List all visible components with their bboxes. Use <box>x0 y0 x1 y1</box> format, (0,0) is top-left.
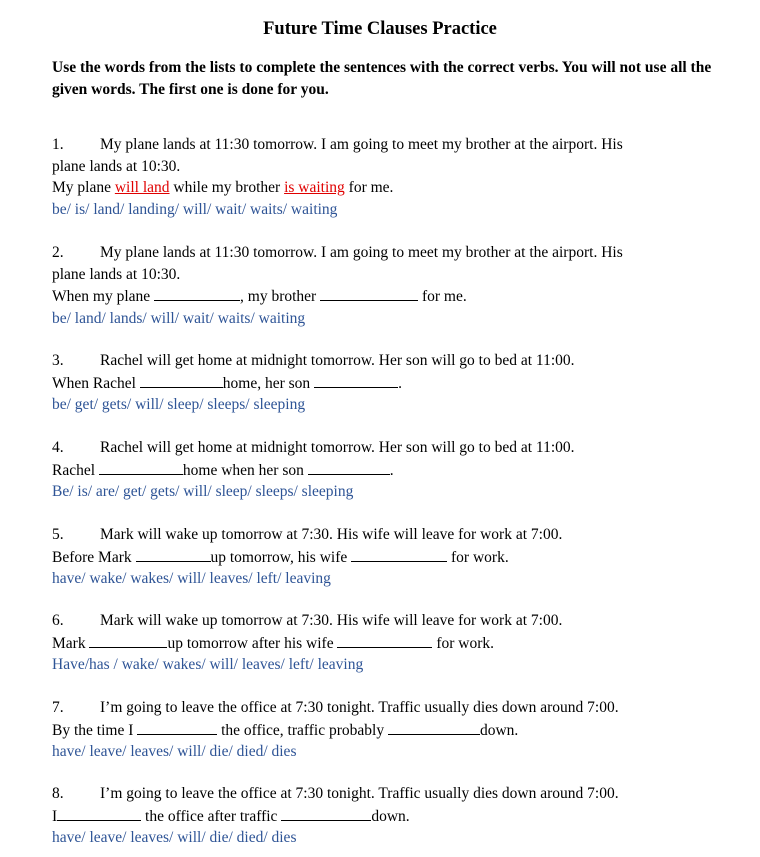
sentence-part: the office after traffic <box>141 807 282 825</box>
blank-1[interactable] <box>136 546 211 562</box>
context-line-1: I’m going to leave the office at 7:30 tonight. Traffic usually dies down around 7:00. <box>100 785 619 802</box>
blank-2[interactable] <box>314 372 398 388</box>
sentence <box>52 177 712 199</box>
blank-2[interactable] <box>388 719 480 735</box>
exercise-3 <box>52 350 712 416</box>
exercise-7 <box>52 697 712 763</box>
context-line-2: plane lands at 10:30. <box>52 265 181 283</box>
exercise-context <box>52 437 712 459</box>
sentence-part: Rachel <box>52 461 99 479</box>
answer-1: will land <box>114 179 170 197</box>
sentence-part: . <box>398 374 402 392</box>
blank-2[interactable] <box>351 546 447 562</box>
blank-1[interactable] <box>57 805 141 821</box>
sentence-part: up tomorrow after his wife <box>167 634 338 652</box>
exercise-number: 8. <box>52 785 64 802</box>
blank-1[interactable] <box>140 372 223 388</box>
exercise-number: 6. <box>52 612 64 629</box>
blank-2[interactable] <box>308 459 390 475</box>
exercise-1 <box>52 134 712 221</box>
sentence-part: By the time I <box>52 721 138 739</box>
context-line-2: plane lands at 10:30. <box>52 157 181 175</box>
sentence-part: My plane <box>52 179 115 197</box>
sentence-part: down. <box>479 721 519 739</box>
context-line-1: My plane lands at 11:30 tomorrow. I am going to meet my brother at the airport. His <box>100 136 623 153</box>
blank-2[interactable] <box>337 632 432 648</box>
exercise-number: 4. <box>52 439 64 456</box>
exercise-context <box>52 134 712 156</box>
sentence-part: Before Mark <box>52 548 136 566</box>
answer-2: is waiting <box>284 179 345 197</box>
exercise-number: 3. <box>52 352 64 369</box>
sentence-part: Mark <box>52 634 90 652</box>
sentence-part: home when her son <box>182 461 308 479</box>
sentence-part: When my plane <box>52 288 155 306</box>
exercise-5 <box>52 524 712 590</box>
exercise-context <box>52 242 712 264</box>
exercise-context <box>52 610 712 632</box>
sentence-part: , my brother <box>240 288 321 306</box>
exercise-number: 7. <box>52 699 64 716</box>
exercise-context <box>52 524 712 546</box>
sentence <box>52 719 712 742</box>
sentence-part: for work. <box>432 634 495 652</box>
word-list: Be/ is/ are/ get/ gets/ will/ sleep/ sleeps/ sleeping <box>52 483 354 501</box>
context-line-1: I’m going to leave the office at 7:30 tonight. Traffic usually dies down around 7:00. <box>100 699 619 716</box>
sentence <box>52 632 712 655</box>
sentence <box>52 459 712 482</box>
word-list: have/ leave/ leaves/ will/ die/ died/ dies <box>52 829 297 847</box>
sentence-part: for me. <box>418 288 467 306</box>
context-line-1: Mark will wake up tomorrow at 7:30. His wife will leave for work at 7:00. <box>100 526 563 543</box>
exercise-4 <box>52 437 712 503</box>
exercise-context <box>52 697 712 719</box>
sentence-part: while my brother <box>169 179 285 197</box>
word-list: be/ is/ land/ landing/ will/ wait/ waits/ waiting <box>52 201 338 219</box>
word-list: have/ wake/ wakes/ will/ leaves/ left/ leaving <box>52 570 331 588</box>
sentence <box>52 285 712 308</box>
context-line-1: My plane lands at 11:30 tomorrow. I am going to meet my brother at the airport. His <box>100 244 623 261</box>
sentence <box>52 372 712 395</box>
exercise-8 <box>52 783 712 849</box>
exercise-number: 2. <box>52 244 64 261</box>
sentence-part: I <box>52 807 58 825</box>
blank-2[interactable] <box>281 805 371 821</box>
sentence-part: home, her son <box>222 374 315 392</box>
exercise-2 <box>52 242 712 330</box>
context-line-1: Rachel will get home at midnight tomorrow. Her son will go to bed at 11:00. <box>100 352 575 369</box>
sentence-part: for work. <box>447 548 509 566</box>
blank-2[interactable] <box>320 285 418 301</box>
blank-1[interactable] <box>99 459 183 475</box>
sentence-part: the office, traffic probably <box>217 721 388 739</box>
blank-1[interactable] <box>137 719 217 735</box>
exercise-context <box>52 350 712 372</box>
sentence-part: When Rachel <box>52 374 140 392</box>
sentence-part: up tomorrow, his wife <box>210 548 352 566</box>
context-line-1: Rachel will get home at midnight tomorrow. Her son will go to bed at 11:00. <box>100 439 575 456</box>
sentence-part: for me. <box>344 179 394 197</box>
sentence <box>52 805 712 828</box>
word-list: have/ leave/ leaves/ will/ die/ died/ dies <box>52 743 297 761</box>
word-list: be/ get/ gets/ will/ sleep/ sleeps/ sleeping <box>52 396 306 414</box>
sentence-part: . <box>389 461 394 479</box>
exercise-6 <box>52 610 712 676</box>
page-title: Future Time Clauses Practice <box>263 19 497 39</box>
blank-1[interactable] <box>154 285 240 301</box>
exercise-number: 5. <box>52 526 64 543</box>
context-line-1: Mark will wake up tomorrow at 7:30. His wife will leave for work at 7:00. <box>100 612 563 629</box>
word-list: be/ land/ lands/ will/ wait/ waits/ waiting <box>52 310 306 328</box>
blank-1[interactable] <box>89 632 167 648</box>
word-list: Have/has / wake/ wakes/ will/ leaves/ left/ leaving <box>52 656 364 674</box>
sentence-part: down. <box>371 807 410 825</box>
exercise-number: 1. <box>52 136 64 153</box>
exercise-context <box>52 783 712 805</box>
instructions: Use the words from the lists to complete the sentences with the correct verbs. You will not use all the given words. The first one is done for you. <box>52 59 712 98</box>
sentence <box>52 546 712 569</box>
